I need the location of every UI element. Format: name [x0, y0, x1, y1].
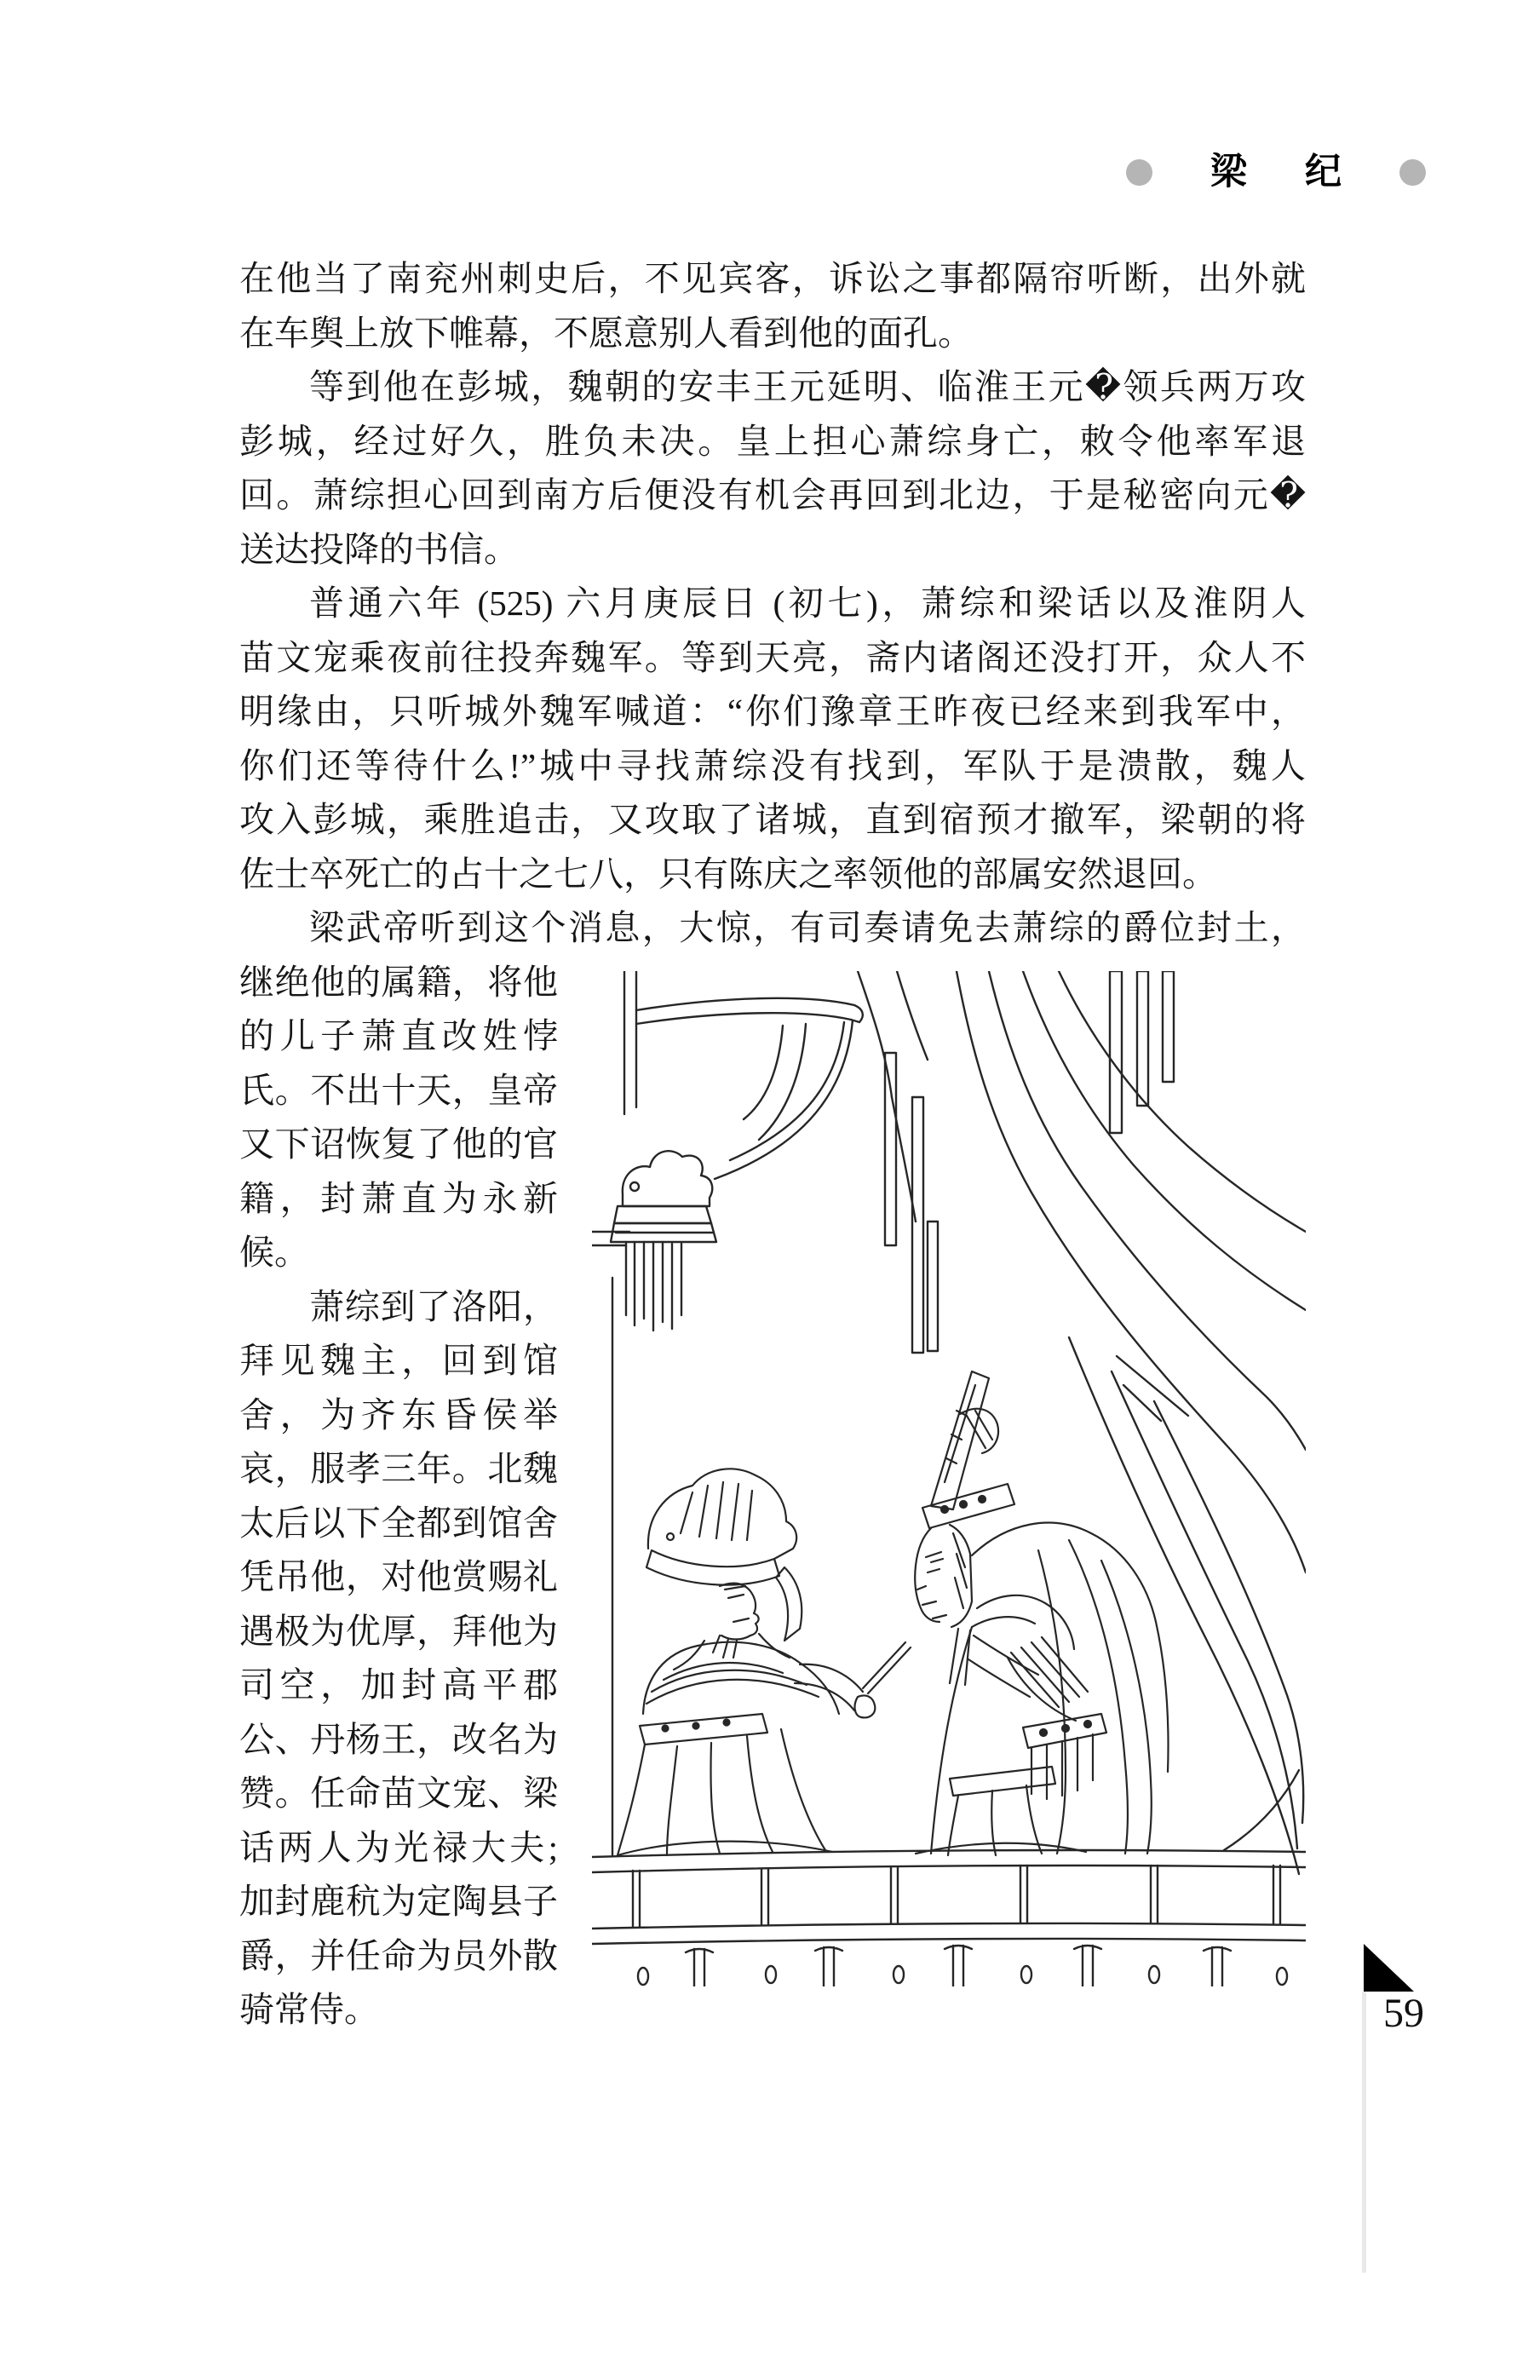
text-line: 骑常侍。 [239, 1990, 379, 2029]
text-line: 又下诏恢复了他的官 [239, 1124, 558, 1164]
section-title-char: 梁 [1210, 152, 1247, 193]
text-line: 舍，为齐东昏侯举 [239, 1394, 558, 1434]
text-line: 送达投降的书信。 [239, 529, 519, 569]
text-line: 氏。不出十天，皇帝 [239, 1070, 558, 1110]
railing [592, 1850, 1306, 1986]
text-line: 哀，服孝三年。北魏 [239, 1449, 558, 1488]
running-head [1126, 150, 1426, 194]
text-line: 的儿子萧直改姓悖 [239, 1016, 558, 1055]
text-line: 爵，并任命为员外散 [239, 1935, 558, 1975]
text-line: 太后以下全都到馆舍 [239, 1503, 558, 1543]
text-line: 明缘由，只听城外魏军喊道：“你们豫章王昨夜已经来到我军中， [239, 692, 1306, 731]
text-line: 话两人为光禄大夫; [239, 1827, 558, 1867]
text-line: 梁武帝听到这个消息，大惊，有司奏请免去萧综的爵位封土， [309, 908, 1306, 947]
text-line: 佐士卒死亡的占十之七八，只有陈庆之率领他的部属安然退回。 [239, 854, 1217, 894]
text-line: 凭吊他，对他赏赐礼 [239, 1557, 558, 1596]
text-line: 籍，封萧直为永新 [239, 1178, 558, 1218]
text-line: 彭城，经过好久，胜负未决。皇上担心萧综身亡，敕令他率军退 [239, 421, 1306, 461]
line-art-drawing [592, 971, 1306, 1986]
text-line: 在他当了南兖州刺史后，不见宾客，诉讼之事都隔帘听断，出外就 [239, 259, 1306, 298]
header-dot-icon [1399, 159, 1426, 186]
text-line: 苗文宠乘夜前往投奔魏军。等到天亮，斋内诸阁还没打开，众人不 [239, 637, 1306, 677]
page-corner-marker [1364, 1944, 1414, 1992]
text-line: 攻入彭城，乘胜追击，又攻取了诸城，直到宿预才撤军，梁朝的将 [239, 800, 1306, 839]
text-line: 普通六年 (525) 六月庚辰日 (初七)，萧综和梁话以及淮阴人 [309, 584, 1306, 623]
text-line: 你们还等待什么!”城中寻找萧综没有找到，军队于是溃散，魏人 [239, 745, 1306, 785]
wide-text-lines [239, 252, 1306, 956]
text-line: 在车舆上放下帷幕，不愿意别人看到他的面孔。 [239, 313, 973, 353]
page-number: 59 [1383, 1991, 1424, 2036]
text-line: 候。 [239, 1233, 309, 1272]
text-line: 遇极为优厚，拜他为 [239, 1611, 558, 1651]
text-line: 等到他在彭城，魏朝的安丰王元延明、临淮王元�领兵两万攻 [309, 367, 1306, 406]
illustration [592, 971, 1306, 1986]
architecture-beam [592, 971, 863, 1245]
text-line: 司空，加封高平郡 [239, 1665, 558, 1705]
header-dot-icon [1126, 159, 1152, 186]
text-line: 回。萧综担心回到南方后便没有机会再回到北边，于是秘密向元� [239, 475, 1306, 515]
right-figure [915, 1371, 1168, 1855]
left-figure [618, 1469, 911, 1855]
text-line: 赞。任命苗文宠、梁 [239, 1774, 558, 1813]
text-line: 公、丹杨王，改名为 [239, 1719, 558, 1759]
section-title-char: 纪 [1305, 152, 1342, 193]
text-line: 继绝他的属籍，将他 [239, 962, 558, 1002]
text-line: 拜见魏主，回到馆 [239, 1341, 558, 1380]
text-line: 萧综到了洛阳， [309, 1286, 558, 1326]
text-line: 加封鹿秔为定陶县子 [239, 1882, 558, 1921]
page-edge-rule [1362, 1992, 1366, 2273]
curtain [858, 971, 1306, 1874]
text-block [239, 252, 1306, 2038]
